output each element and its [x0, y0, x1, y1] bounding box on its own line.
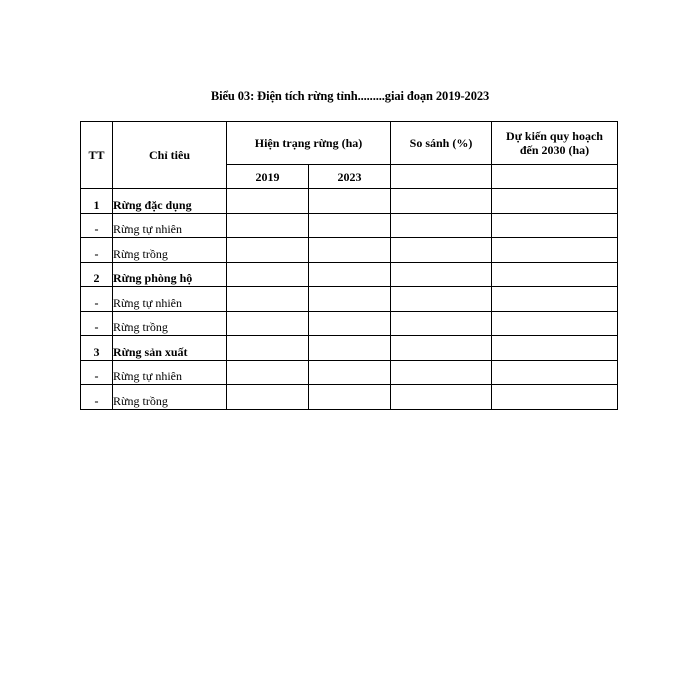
row-du-kien-cell [492, 238, 618, 263]
row-name-cell: Rừng tự nhiên [113, 213, 227, 238]
header-so-sanh: So sánh (%) [391, 122, 492, 165]
forest-area-table [80, 121, 618, 410]
table-row [81, 360, 618, 385]
row-2019-cell [227, 360, 309, 385]
row-2023-cell [309, 360, 391, 385]
row-name-cell: Rừng sản xuất [113, 336, 227, 361]
row-2023-cell [309, 311, 391, 336]
row-name-cell: Rừng tự nhiên [113, 287, 227, 312]
table-row [81, 238, 618, 263]
row-tt-cell: - [81, 311, 113, 336]
row-2019-cell [227, 262, 309, 287]
table-group-row [81, 262, 618, 287]
row-2019-cell [227, 238, 309, 263]
row-du-kien-cell [492, 213, 618, 238]
row-tt-cell: 3 [81, 336, 113, 361]
row-2019-cell [227, 385, 309, 410]
row-so-sanh-cell [391, 287, 492, 312]
row-du-kien-cell [492, 311, 618, 336]
row-du-kien-cell [492, 360, 618, 385]
row-so-sanh-cell [391, 360, 492, 385]
document-title: Biểu 03: Điện tích rừng tỉnh.........giai đoạn 2019-2023 [210, 89, 490, 103]
row-so-sanh-cell [391, 336, 492, 361]
row-so-sanh-cell [391, 385, 492, 410]
row-du-kien-cell [492, 287, 618, 312]
row-tt-cell: - [81, 385, 113, 410]
row-tt-cell: - [81, 238, 113, 263]
row-2019-cell [227, 213, 309, 238]
row-so-sanh-cell [391, 238, 492, 263]
table-row [81, 385, 618, 410]
header-du-kien-line2: đến 2030 (ha) [519, 143, 590, 157]
row-tt-cell: - [81, 213, 113, 238]
row-2019-cell [227, 311, 309, 336]
row-name-cell: Rừng trồng [113, 238, 227, 263]
row-2023-cell [309, 262, 391, 287]
header-tt: TT [81, 122, 113, 189]
row-name-cell: Rừng trồng [113, 385, 227, 410]
row-tt-cell: 2 [81, 262, 113, 287]
row-du-kien-cell [492, 189, 618, 214]
header-hien-trang: Hiện trạng rừng (ha) [227, 122, 391, 165]
row-du-kien-cell [492, 262, 618, 287]
row-2023-cell [309, 385, 391, 410]
header-year-2023: 2023 [309, 165, 391, 189]
row-name-cell: Rừng trồng [113, 311, 227, 336]
header-year-2019: 2019 [227, 165, 309, 189]
table-group-row [81, 336, 618, 361]
row-tt-cell: - [81, 287, 113, 312]
row-2023-cell [309, 336, 391, 361]
row-2023-cell [309, 287, 391, 312]
row-tt-cell: - [81, 360, 113, 385]
row-so-sanh-cell [391, 311, 492, 336]
table-body [81, 189, 618, 410]
header-du-kien [492, 122, 618, 165]
row-2023-cell [309, 213, 391, 238]
row-so-sanh-cell [391, 189, 492, 214]
row-name-cell: Rừng tự nhiên [113, 360, 227, 385]
row-so-sanh-cell [391, 262, 492, 287]
header-du-kien-sub [492, 165, 618, 189]
header-so-sanh-sub [391, 165, 492, 189]
table-row [81, 311, 618, 336]
row-name-cell: Rừng phòng hộ [113, 262, 227, 287]
table-group-row [81, 189, 618, 214]
row-2023-cell [309, 238, 391, 263]
table-row [81, 213, 618, 238]
row-name-cell: Rừng đặc dụng [113, 189, 227, 214]
table-header-row [81, 122, 618, 165]
header-chi-tieu: Chỉ tiêu [113, 122, 227, 189]
row-2023-cell [309, 189, 391, 214]
header-du-kien-line1: Dự kiến quy hoạch [506, 129, 603, 143]
row-tt-cell: 1 [81, 189, 113, 214]
row-2019-cell [227, 287, 309, 312]
row-2019-cell [227, 189, 309, 214]
row-so-sanh-cell [391, 213, 492, 238]
table-row [81, 287, 618, 312]
row-2019-cell [227, 336, 309, 361]
row-du-kien-cell [492, 385, 618, 410]
row-du-kien-cell [492, 336, 618, 361]
